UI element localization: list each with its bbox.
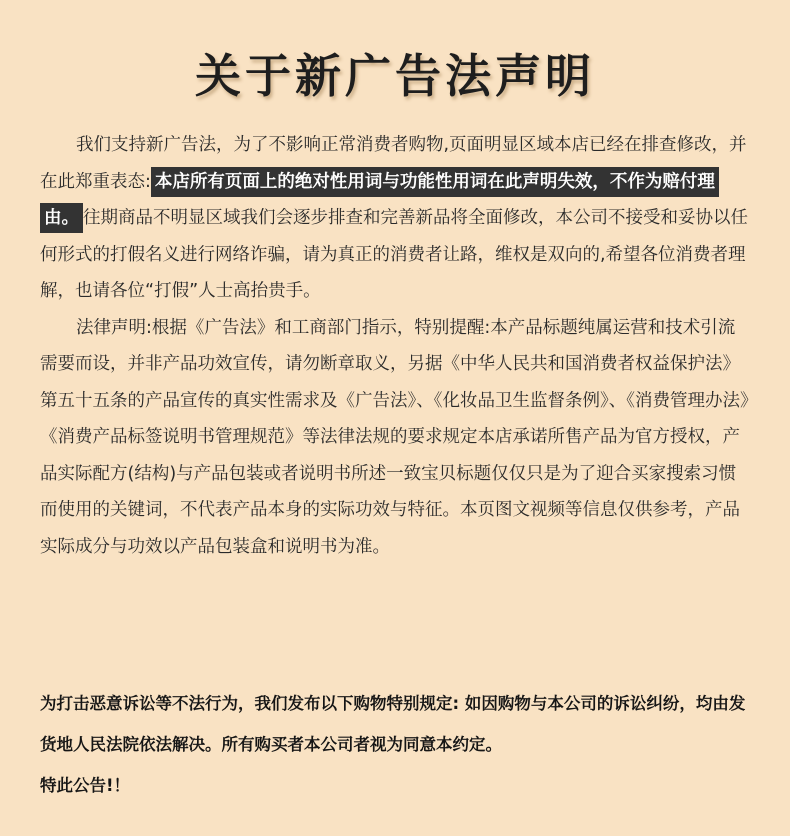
statement-body [40,127,752,565]
shopping-notice [40,683,756,806]
page-title: 关于新广告法声明 [195,49,595,103]
paragraph-advertising-law [40,127,752,310]
notice-text: 为打击恶意诉讼等不法行为，我们发布以下购物特别规定: 如因购物与本公司的诉讼纠纷，均由发货地人民法院依法解决。所有购买者本公司者视为同意本约定。 [40,694,746,754]
highlighted-statement: 本店所有页面上的绝对性用词与功能性用词在此声明失效，不作为赔付理由。 [40,167,719,234]
closing-announcement: 特此公告!！ [40,776,131,795]
paragraph-legal-statement: 法律声明:根据《广告法》和工商部门指示，特别提醒:本产品标题纯属运营和技术引流需要而设，并非产品功效宣传，请勿断章取义，另据《中华人民共和国消费者权益保护法》第五十五条的产品宣传的真实性需求及《广告法》、《化妆品卫生监督条例》、《消费管理办法》《消费产品标签说明书管理规范》等法律法规的要求规定本店承诺所售产品为官方授权，产品实际配方(结构)与产品包装或者说明书所述一致宝贝标题仅仅只是为了迎合买家搜索习惯而使用的关键词，不代表产品本身的实际功效与特征。本页图文视频等信息仅供参考，产品实际成分与功效以产品包装盒和说明书为准。 [40,317,749,557]
paragraph1-text-after: 往期商品不明显区域我们会逐步排查和完善新品将全面修改，本公司不接受和妥协以任何形式的打假名义进行网络诈骗，请为真正的消费者让路，维权是双向的,希望各位消费者理解，也请各位“打假”人士高抬贵手。 [40,208,748,301]
paragraph1-text-before: 我们支持新广告法，为了不影响正常消费者购物,页面明显区域本店已经在排查修改，并在此郑重表态: [40,135,747,192]
